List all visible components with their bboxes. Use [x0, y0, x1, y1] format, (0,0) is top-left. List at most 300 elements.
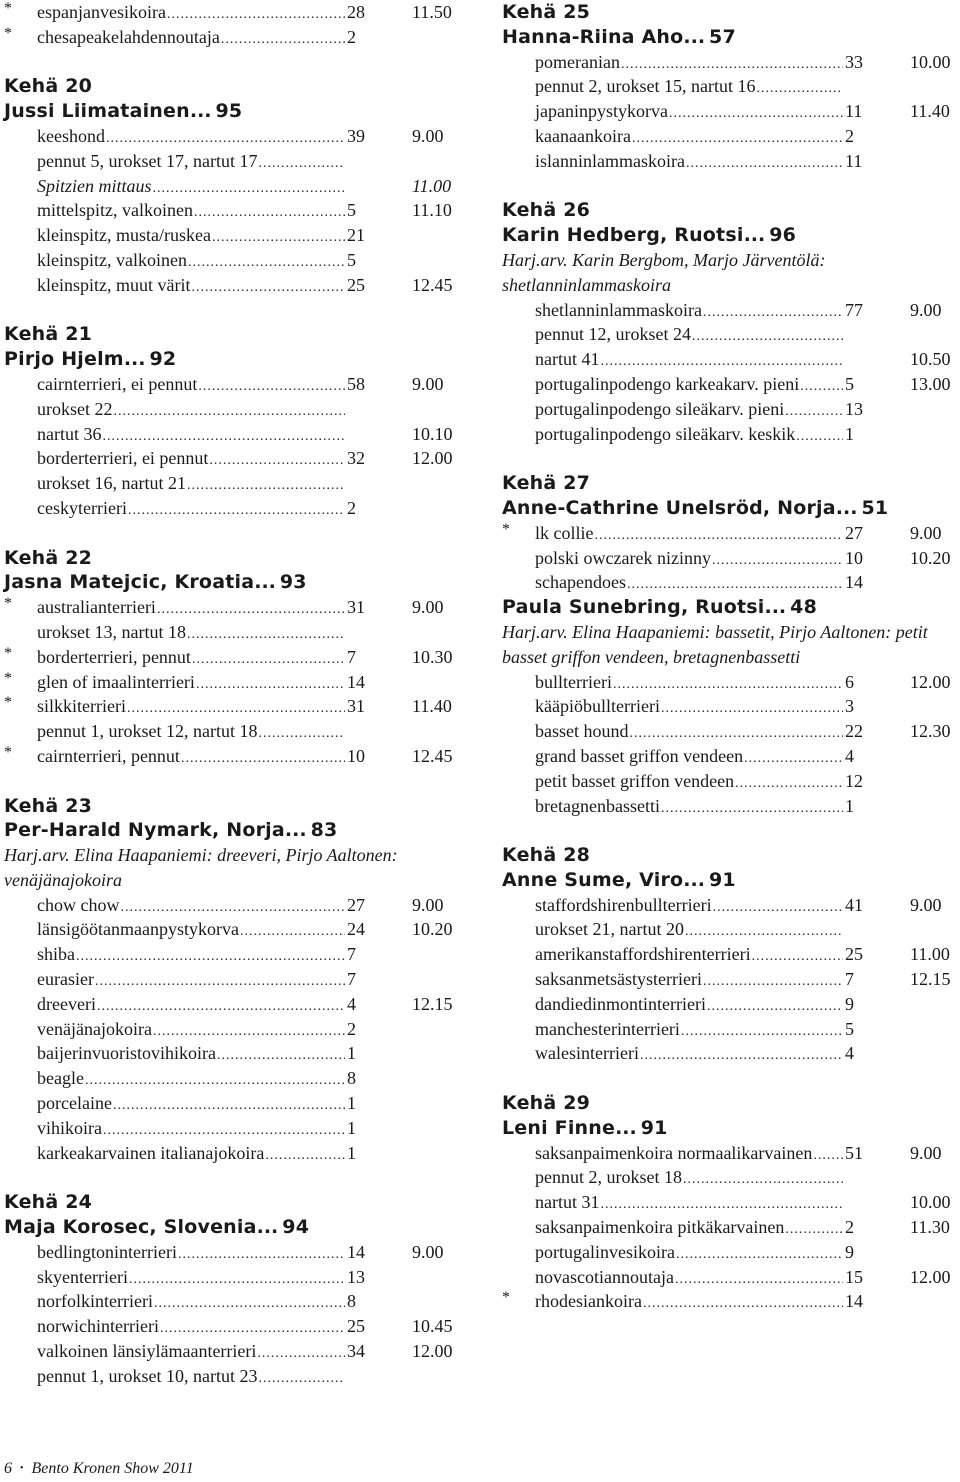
leader-dots: ... — [189, 100, 212, 123]
breed-entry — [4, 1066, 464, 1091]
breed-name: kleinspitz, valkoinen — [37, 248, 188, 273]
entry-body — [37, 1314, 377, 1342]
leader-dots: ... — [743, 224, 766, 247]
ring-heading: Kehä 24 — [4, 1191, 93, 1214]
entry-count: 6 — [845, 671, 854, 692]
breed-name: rhodesiankoira — [535, 1289, 643, 1314]
spacer — [502, 818, 960, 843]
breed-name: saksanmetsästysterrieri — [535, 967, 703, 992]
leader-dots: ... — [835, 496, 858, 519]
entry-body — [535, 992, 875, 1020]
entry-count: 1 — [845, 423, 854, 444]
entry-count: 1 — [845, 795, 854, 816]
leader-dots: ... — [683, 868, 705, 891]
start-time: 10.50 — [910, 349, 951, 370]
entry-body — [535, 372, 875, 400]
breed-name: pomeranian — [535, 50, 621, 75]
entry-body — [535, 74, 875, 102]
entry-count: 13 — [845, 398, 863, 419]
breed-name: chow chow — [37, 893, 120, 918]
breed-name: pennut 2, urokset 18 — [535, 1165, 683, 1190]
breed-name: shetlanninlammaskoira — [535, 298, 703, 323]
breed-name: chesapeakelahdennoutaja — [37, 25, 221, 50]
entry-marker: * — [4, 24, 12, 42]
breed-entry — [502, 1165, 960, 1190]
entry-marker: * — [4, 644, 12, 662]
breed-name: portugalinpodengo karkeakarv. pieni — [535, 372, 800, 397]
leader-dots: ... — [256, 1216, 279, 1239]
breed-entry — [4, 595, 464, 620]
entry-count: 4 — [845, 1043, 854, 1064]
judge-total: 57 — [709, 25, 736, 48]
start-time: 12.15 — [910, 969, 951, 990]
entry-body — [37, 744, 377, 772]
entry-count: 2 — [347, 1018, 356, 1039]
breed-entry — [502, 744, 960, 769]
entry-count: 14 — [845, 572, 863, 593]
breed-name: japaninpystykorva — [535, 99, 669, 124]
leader-dots — [181, 747, 345, 772]
start-time: 9.00 — [412, 125, 444, 146]
breed-name: manchesterinterrieri — [535, 1017, 681, 1042]
breed-name: kleinspitz, muut värit — [37, 273, 191, 298]
breed-entry — [502, 521, 960, 546]
breed-name: walesinterrieri — [535, 1041, 640, 1066]
breed-name: beagle — [37, 1066, 85, 1091]
breed-entry — [4, 1141, 464, 1166]
leader-dots: ... — [123, 348, 146, 371]
entry-count: 14 — [347, 671, 365, 692]
entry-count: 2 — [845, 125, 854, 146]
breed-entry — [4, 1240, 464, 1265]
entry-body — [37, 372, 377, 400]
breed-entry — [502, 298, 960, 323]
breed-entry — [4, 1017, 464, 1042]
entry-body — [37, 694, 377, 722]
breed-entry — [502, 893, 960, 918]
breed-name: pennut 12, urokset 24 — [535, 322, 692, 347]
ring-heading: Kehä 26 — [502, 199, 591, 222]
breed-entry — [4, 248, 464, 273]
start-time: 11.40 — [412, 696, 452, 717]
entry-marker: * — [4, 743, 12, 761]
entry-count: 9 — [845, 993, 854, 1014]
entry-count: 11 — [845, 101, 863, 122]
entry-body — [37, 1066, 377, 1094]
footer-bullet: • — [20, 1463, 24, 1474]
entry-body — [535, 570, 875, 598]
judge-name: Karin Hedberg, Ruotsi — [502, 224, 744, 247]
entry-body — [37, 25, 377, 53]
start-time: 11.30 — [910, 1217, 950, 1238]
breed-entry — [502, 1289, 960, 1314]
entry-count: 1 — [347, 1142, 356, 1163]
entry-marker: * — [502, 1289, 510, 1307]
breed-entry — [4, 1265, 464, 1290]
entry-marker: * — [4, 669, 12, 687]
entry-count: 2 — [845, 1217, 854, 1238]
breed-name: urokset 13, nartut 18 — [37, 620, 187, 645]
breed-entry — [502, 992, 960, 1017]
judge-total: 83 — [310, 819, 338, 842]
judge-name: Per-Harald Nymark, Norja — [4, 819, 285, 842]
entry-body — [37, 942, 377, 970]
breed-name: pennut 1, urokset 10, nartut 23 — [37, 1364, 258, 1389]
start-time: 9.00 — [910, 894, 942, 915]
leader-dots — [627, 573, 843, 598]
breed-entry — [502, 917, 960, 942]
entry-count: 14 — [845, 1291, 863, 1312]
breed-entry — [4, 124, 464, 149]
breed-name: schapendoes — [535, 570, 627, 595]
judge-total: 93 — [279, 571, 307, 594]
breed-entry — [502, 1240, 960, 1265]
spacer — [4, 769, 464, 794]
breed-entry — [502, 570, 960, 595]
breed-name: silkkiterrieri — [37, 694, 127, 719]
judge-line — [4, 347, 464, 372]
entry-count: 5 — [347, 200, 356, 221]
entry-count: 11 — [845, 150, 863, 171]
entry-body — [535, 1017, 875, 1045]
left-column — [4, 0, 464, 1389]
breed-entry — [502, 322, 960, 347]
entry-body — [37, 893, 377, 921]
entry-body — [535, 397, 875, 425]
breed-name: islanninlammaskoira — [535, 149, 686, 174]
judge-name: Jasna Matejcic, Kroatia — [4, 571, 255, 594]
trainee-note: Harj.arv. Elina Haapaniemi: dreeveri, Pirjo Aaltonen: venäjänajokoira — [4, 845, 398, 890]
leader-dots: ... — [683, 25, 706, 48]
entry-count: 39 — [347, 125, 365, 146]
breed-entry — [502, 124, 960, 149]
breed-name: cairnterrieri, ei pennut — [37, 372, 198, 397]
leader-dots — [686, 152, 843, 177]
judge-line — [502, 595, 960, 620]
entry-body — [37, 992, 377, 1020]
entry-count: 51 — [845, 1142, 863, 1163]
breed-name: pennut 1, urokset 12, nartut 18 — [37, 719, 258, 744]
entry-body — [37, 124, 377, 152]
start-time: 11.00 — [910, 944, 950, 965]
entry-body — [535, 298, 875, 326]
start-time: 10.00 — [910, 1192, 951, 1213]
breed-name: amerikanstaffordshirenterrieri — [535, 942, 752, 967]
breed-entry — [4, 992, 464, 1017]
breed-name: australianterrieri — [37, 595, 157, 620]
judge-total: 95 — [215, 100, 243, 123]
entry-body — [535, 1141, 875, 1169]
breed-entry — [502, 372, 960, 397]
breed-entry — [4, 694, 464, 719]
breed-entry — [4, 1116, 464, 1141]
leader-dots: ... — [254, 571, 276, 594]
breed-entry — [4, 496, 464, 521]
breed-entry — [502, 1265, 960, 1290]
breed-entry — [502, 1041, 960, 1066]
entry-count: 2 — [347, 497, 356, 518]
judge-line — [502, 25, 960, 50]
entry-body — [37, 1017, 377, 1045]
entry-body — [37, 620, 377, 648]
breed-entry — [502, 942, 960, 967]
breed-entry — [4, 719, 464, 744]
judge-name: Pirjo Hjelm — [4, 348, 124, 371]
entry-body — [535, 719, 875, 747]
entry-body — [535, 1190, 875, 1218]
breed-entry — [4, 1091, 464, 1116]
judge-name: Anne-Cathrine Unelsröd, Norja — [502, 496, 836, 519]
start-time: 11.50 — [412, 2, 452, 22]
start-time: 12.00 — [412, 1341, 453, 1362]
breed-name: mittelspitz, valkoinen — [37, 198, 194, 223]
entry-body — [535, 546, 875, 574]
breed-name: porcelaine — [37, 1091, 113, 1116]
breed-entry — [502, 1141, 960, 1166]
entry-body — [535, 322, 875, 350]
breed-name: bretagnenbassetti — [535, 794, 661, 819]
entry-body — [535, 1240, 875, 1268]
breed-entry — [4, 1041, 464, 1066]
breed-entry — [4, 174, 464, 199]
start-time: 9.00 — [910, 522, 942, 543]
entry-count: 25 — [347, 274, 365, 295]
entry-body — [37, 248, 377, 276]
entry-body — [37, 149, 377, 177]
breed-name: urokset 16, nartut 21 — [37, 471, 187, 496]
entry-body — [37, 1091, 377, 1119]
judge-line — [4, 1215, 464, 1240]
breed-name: kleinspitz, musta/ruskea — [37, 223, 212, 248]
entry-count: 27 — [347, 894, 365, 915]
breed-entry — [502, 694, 960, 719]
breed-name: baijerinvuoristovihikoira — [37, 1041, 217, 1066]
entry-count: 33 — [845, 51, 863, 72]
leader-dots — [661, 797, 843, 822]
entry-marker: * — [4, 0, 12, 17]
breed-name: skyenterrieri — [37, 1265, 129, 1290]
breed-entry — [502, 546, 960, 571]
entry-body — [535, 769, 875, 797]
spacer — [502, 446, 960, 471]
entry-count: 4 — [845, 745, 854, 766]
judge-line — [4, 99, 464, 124]
breed-name: valkoinen länsiylämaanterrieri — [37, 1339, 257, 1364]
start-time: 12.15 — [412, 993, 453, 1014]
entry-body — [37, 1364, 377, 1392]
breed-name: bullterrieri — [535, 670, 613, 695]
breed-name: länsigöötanmaanpystykorva — [37, 917, 240, 942]
entry-count: 31 — [347, 597, 365, 618]
breed-entry — [4, 446, 464, 471]
breed-entry — [4, 620, 464, 645]
breed-entry — [4, 1314, 464, 1339]
entry-body — [535, 794, 875, 822]
leader-dots — [258, 1367, 345, 1392]
entry-body — [37, 719, 377, 747]
entry-body — [37, 917, 377, 945]
start-time: 9.00 — [412, 597, 444, 618]
leader-dots: ... — [615, 1116, 637, 1139]
breed-entry — [4, 422, 464, 447]
breed-entry — [502, 1017, 960, 1042]
breed-name: borderterrieri, pennut — [37, 645, 192, 670]
judge-total: 92 — [149, 348, 177, 371]
breed-name: Spitzien mittaus — [37, 174, 153, 199]
breed-name: novascotiannoutaja — [535, 1265, 675, 1290]
entry-body — [535, 917, 875, 945]
entry-body — [37, 1339, 377, 1367]
entry-body — [37, 645, 377, 673]
breed-name: nartut 36 — [37, 422, 103, 447]
breed-name: polski owczarek nizinny — [535, 546, 712, 571]
leader-dots: ... — [764, 596, 787, 619]
entry-body — [535, 521, 875, 549]
breed-name: espanjanvesikoira — [37, 0, 167, 25]
breed-name: grand basset griffon vendeen — [535, 744, 744, 769]
breed-name: saksanpaimenkoira normaalikarvainen — [535, 1141, 813, 1166]
start-time: 11.10 — [412, 200, 452, 221]
entry-body — [535, 347, 875, 375]
breed-entry — [4, 1339, 464, 1364]
breed-entry — [4, 1289, 464, 1314]
entry-body — [535, 670, 875, 698]
entry-count: 10 — [845, 547, 863, 568]
breed-entry — [502, 50, 960, 75]
start-time: 12.00 — [910, 671, 951, 692]
leader-dots — [640, 1044, 843, 1069]
entry-body — [535, 1165, 875, 1193]
breed-name: glen of imaalinterrieri — [37, 670, 196, 695]
entry-body — [37, 471, 377, 499]
judge-name: Hanna-Riina Aho — [502, 25, 684, 48]
judge-name: Leni Finne — [502, 1116, 616, 1139]
entry-count: 7 — [845, 969, 854, 990]
breed-entry — [4, 149, 464, 174]
breed-entry — [502, 967, 960, 992]
breed-entry — [502, 1190, 960, 1215]
entry-body — [535, 1289, 875, 1317]
entry-body — [37, 0, 377, 28]
breed-entry — [502, 719, 960, 744]
entry-body — [37, 174, 377, 202]
breed-name: cairnterrieri, pennut — [37, 744, 181, 769]
breed-name: nartut 41 — [535, 347, 601, 372]
breed-entry — [502, 670, 960, 695]
judge-name: Jussi Liimatainen — [4, 100, 190, 123]
judge-line — [502, 496, 960, 521]
entry-count: 1 — [347, 1043, 356, 1064]
breed-entry — [4, 670, 464, 695]
entry-body — [37, 446, 377, 474]
entry-count: 8 — [347, 1291, 356, 1312]
ring-heading: Kehä 21 — [4, 323, 93, 346]
breed-name: karkeakarvainen italianajokoira — [37, 1141, 265, 1166]
breed-name: portugalinvesikoira — [535, 1240, 676, 1265]
breed-name: basset hound — [535, 719, 630, 744]
judge-name: Paula Sunebring, Ruotsi — [502, 596, 765, 619]
start-time: 11.40 — [910, 101, 950, 122]
entry-count: 31 — [347, 696, 365, 717]
judge-total: 48 — [790, 596, 817, 619]
judge-total: 96 — [769, 224, 797, 247]
breed-name: lk collie — [535, 521, 594, 546]
entry-marker: * — [502, 520, 510, 538]
entry-count: 10 — [347, 745, 365, 766]
breed-name: pennut 2, urokset 15, nartut 16 — [535, 74, 756, 99]
breed-entry — [4, 1364, 464, 1389]
breed-entry — [4, 372, 464, 397]
entry-body — [535, 149, 875, 177]
entry-marker: * — [4, 595, 12, 613]
spacer — [502, 174, 960, 199]
start-time: 10.00 — [910, 51, 951, 72]
entry-body — [535, 967, 875, 995]
entry-count: 24 — [347, 919, 365, 940]
breed-name: dandiedinmontinterrieri — [535, 992, 707, 1017]
start-time: 12.45 — [412, 274, 453, 295]
breed-entry — [4, 744, 464, 769]
entry-body — [535, 744, 875, 772]
start-time: 11.00 — [412, 175, 452, 196]
breed-name: nartut 31 — [535, 1190, 601, 1215]
entry-count: 21 — [347, 225, 365, 246]
entry-body — [535, 694, 875, 722]
breed-entry — [4, 25, 464, 50]
entry-count: 34 — [347, 1341, 365, 1362]
spacer — [502, 1066, 960, 1091]
entry-body — [535, 1041, 875, 1069]
entry-body — [37, 397, 377, 425]
breed-entry — [4, 223, 464, 248]
start-time: 10.20 — [910, 547, 951, 568]
entry-count: 25 — [347, 1316, 365, 1337]
entry-count: 7 — [347, 646, 356, 667]
leader-dots — [191, 276, 345, 301]
entry-body — [535, 50, 875, 78]
breed-name: saksanpaimenkoira pitkäkarvainen — [535, 1215, 785, 1240]
entry-count: 2 — [347, 26, 356, 47]
breed-name: venäjänajokoira — [37, 1017, 153, 1042]
breed-name: portugalinpodengo sileäkarv. pieni — [535, 397, 785, 422]
ring-heading: Kehä 28 — [502, 844, 591, 867]
entry-body — [37, 422, 377, 450]
entry-body — [535, 1215, 875, 1243]
entry-body — [37, 1141, 377, 1169]
entry-count: 3 — [845, 696, 854, 717]
breed-name: eurasier — [37, 967, 95, 992]
breed-entry — [502, 74, 960, 99]
judge-line — [502, 1116, 960, 1141]
breed-entry — [502, 769, 960, 794]
entry-count: 5 — [347, 249, 356, 270]
start-time: 10.30 — [412, 646, 453, 667]
entry-body — [37, 1240, 377, 1268]
ring-heading: Kehä 29 — [502, 1092, 591, 1115]
start-time: 12.00 — [910, 1266, 951, 1287]
entry-count: 25 — [845, 944, 863, 965]
right-column — [502, 0, 960, 1314]
entry-body — [37, 198, 377, 226]
breed-name: kääpiöbullterrieri — [535, 694, 661, 719]
trainee-note: Harj.arv. Elina Haapaniemi: bassetit, Pirjo Aaltonen: petit basset griffon vendeen, bretagnenbassetti — [502, 621, 928, 667]
page-footer — [4, 1460, 194, 1478]
entry-count: 58 — [347, 373, 365, 394]
entry-body — [37, 1116, 377, 1144]
entry-body — [37, 223, 377, 251]
judge-total: 91 — [708, 868, 736, 891]
judge-name: Maja Korosec, Slovenia — [4, 1216, 257, 1239]
